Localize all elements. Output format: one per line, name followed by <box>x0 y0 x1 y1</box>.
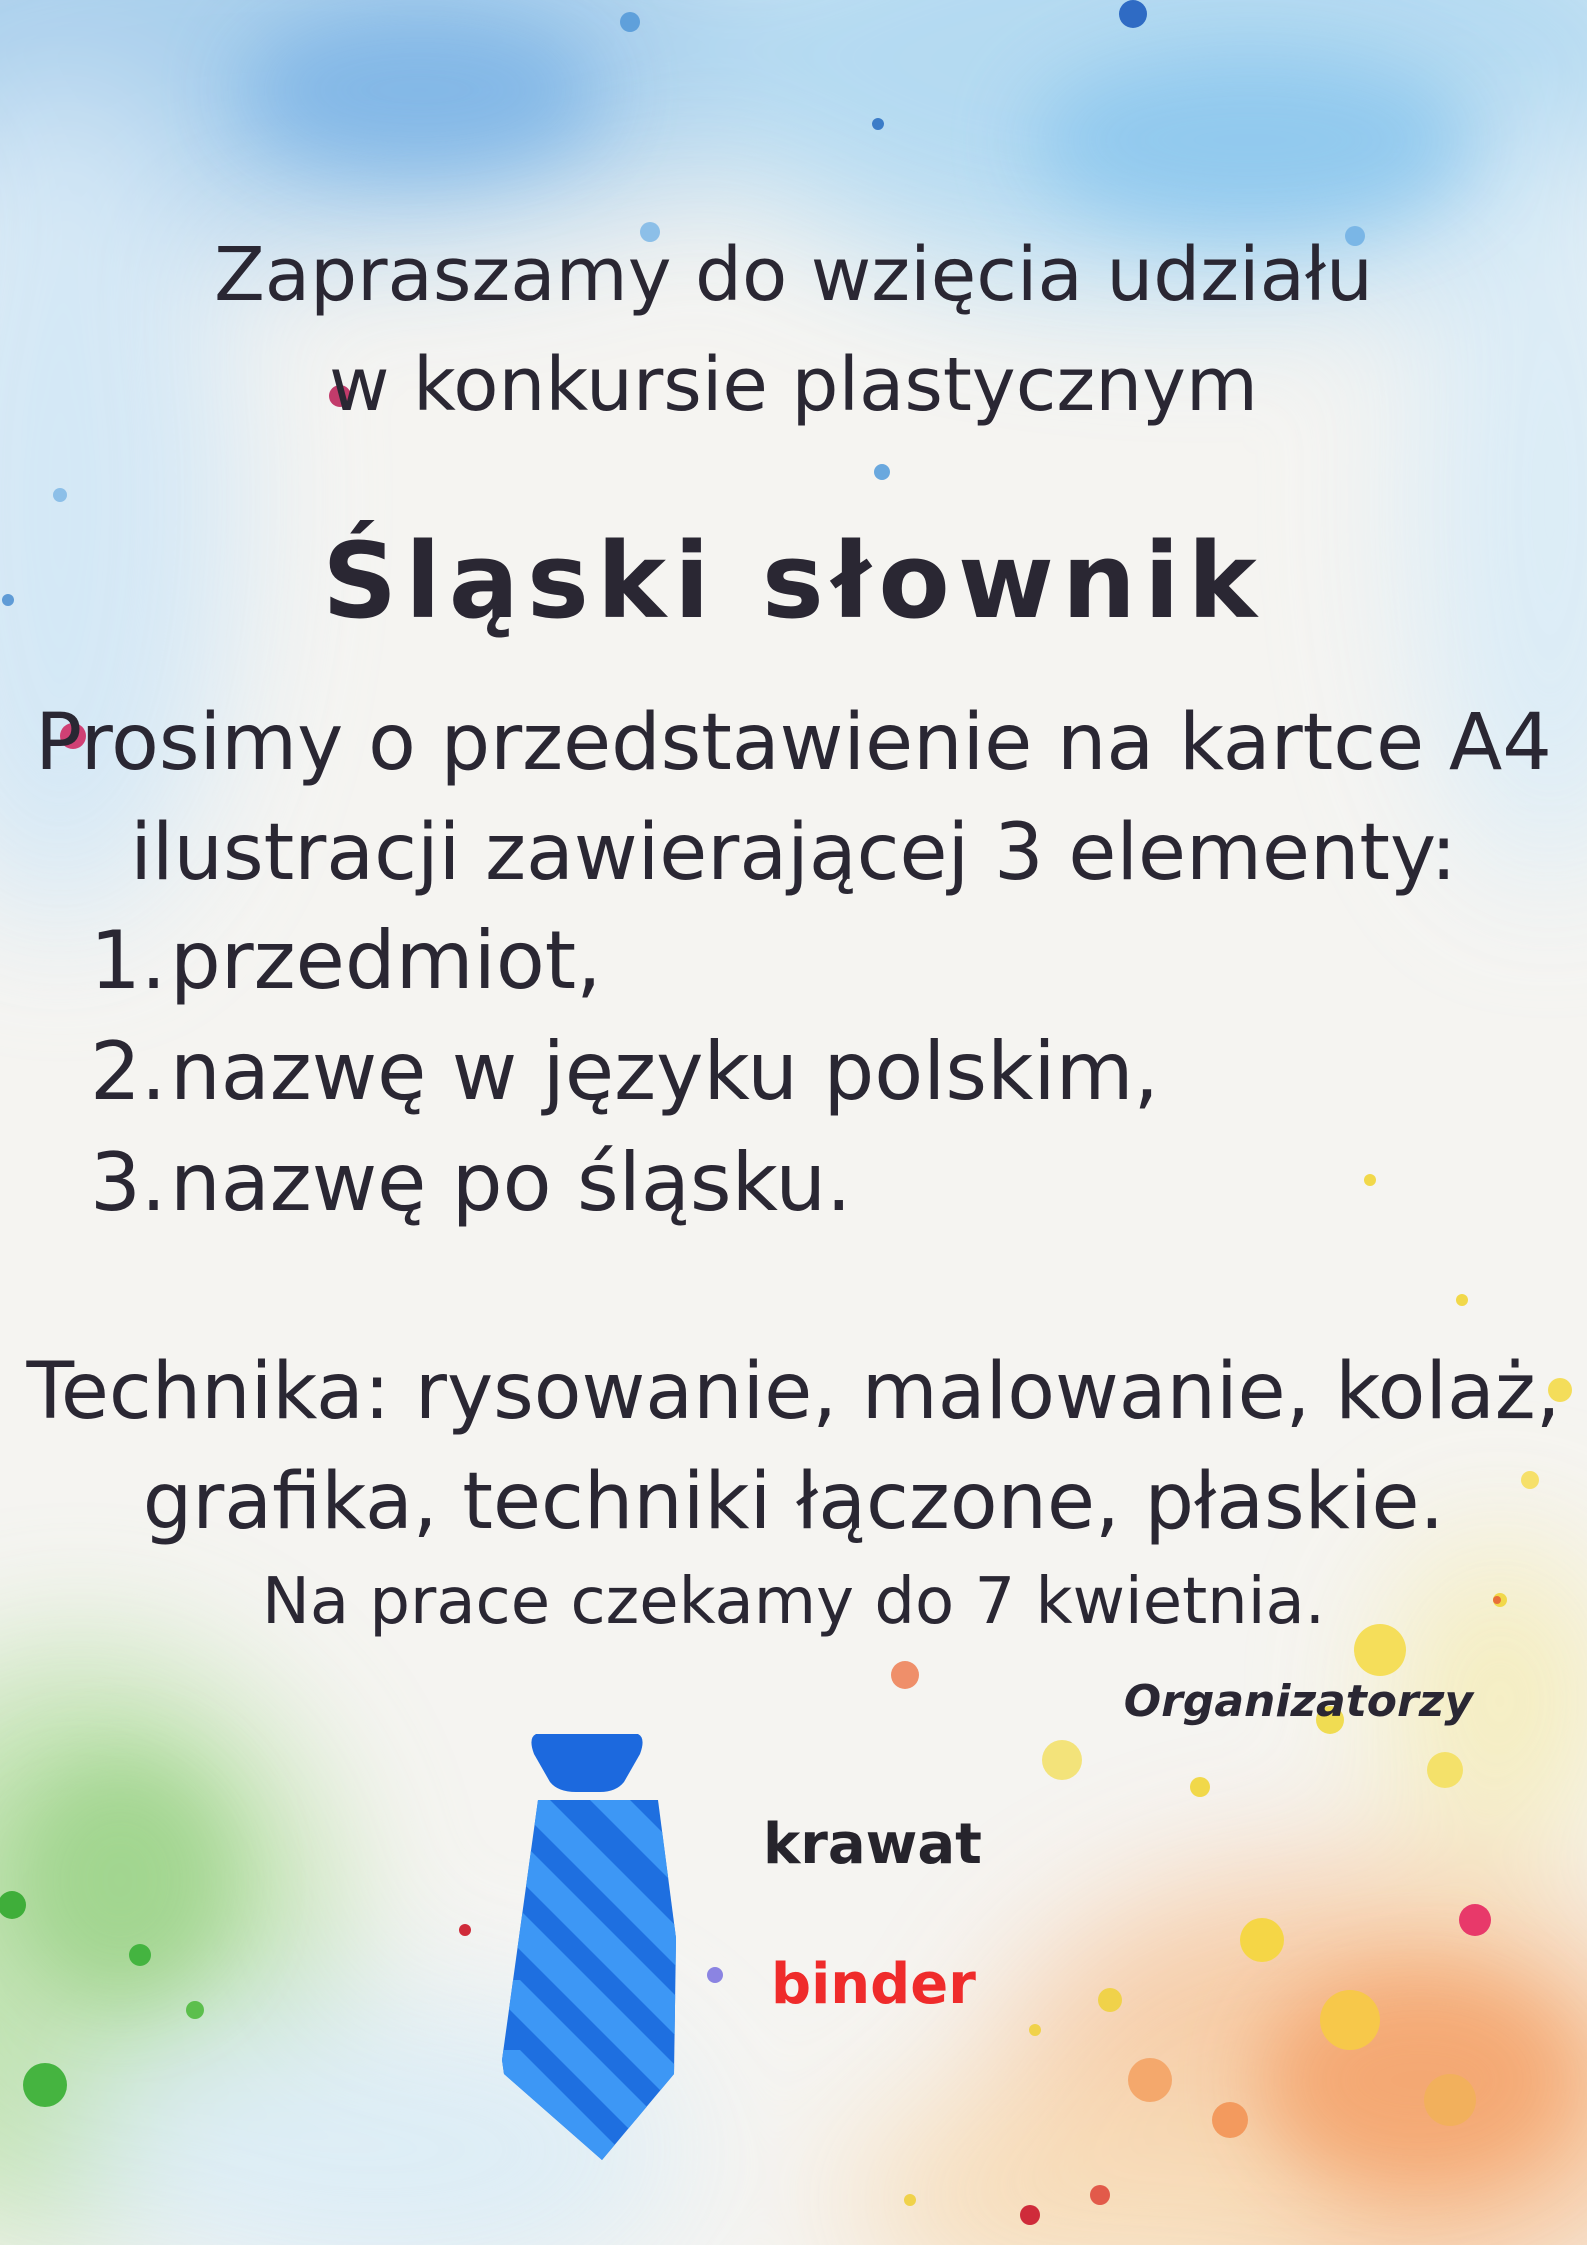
list-item <box>90 1127 1159 1238</box>
list-item-number: 3. <box>90 1136 167 1229</box>
list-item-text: przedmiot, <box>170 914 602 1007</box>
list-item <box>90 1016 1159 1127</box>
list-item <box>90 905 1159 1016</box>
list-item-number: 1. <box>90 914 167 1007</box>
necktie-knot <box>531 1734 642 1792</box>
request-line-1: Prosimy o przedstawienie na kartce A4 <box>35 698 1552 788</box>
deadline-text: Na prace czekamy do 7 kwietnia. <box>261 1565 1326 1639</box>
list-item-number: 2. <box>90 1025 167 1118</box>
necktie-icon <box>480 1730 720 2170</box>
technique-text <box>0 1337 1587 1557</box>
word-polish: krawat <box>763 1812 982 1877</box>
list-item-text: nazwę w języku polskim, <box>170 1025 1159 1118</box>
organizers-signature: Organizatorzy <box>1123 1676 1473 1727</box>
technique-line-1: Technika: rysowanie, malowanie, kolaż, <box>26 1347 1561 1437</box>
intro-line-2: w konkursie plastycznym <box>328 342 1259 428</box>
intro-line-1: Zapraszamy do wzięcia udziału <box>214 232 1373 318</box>
elements-list <box>90 905 1159 1238</box>
list-item-text: nazwę po śląsku. <box>170 1136 852 1229</box>
request-text <box>0 688 1587 908</box>
request-line-2: ilustracji zawierającej 3 elementy: <box>130 808 1457 898</box>
word-silesian: binder <box>771 1952 976 2017</box>
intro-text <box>0 220 1587 440</box>
technique-line-2: grafika, techniki łączone, płaskie. <box>142 1457 1445 1547</box>
contest-title: Śląski słownik <box>322 520 1265 642</box>
